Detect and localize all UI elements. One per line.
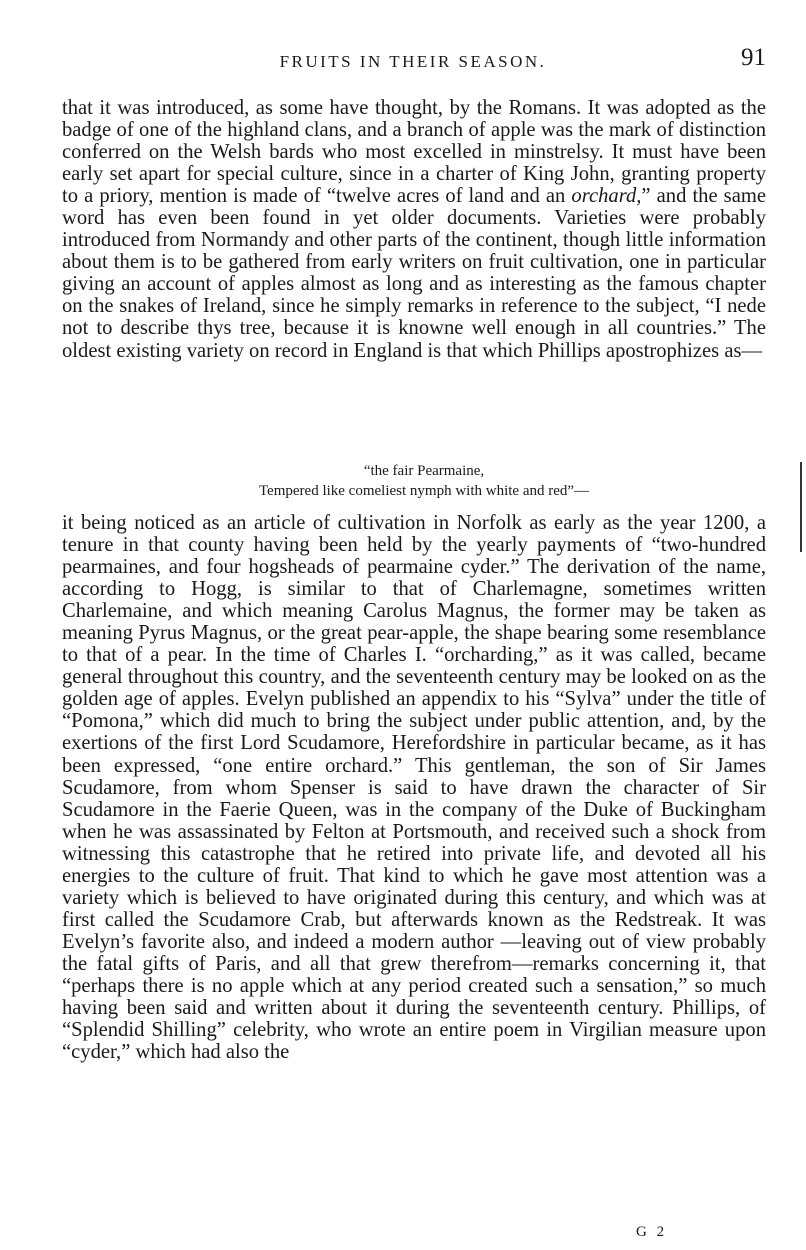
verse-quotation [62,461,766,501]
paragraph-1-text [62,97,766,362]
paragraph-1 [62,97,766,362]
signature-mark: G 2 [636,1224,668,1240]
page-number: 91 [741,44,766,71]
running-title: FRUITS IN THEIR SEASON. [279,52,547,71]
paragraph-1-before-italic: that it was introduced, as some have thought, by the Romans. It was adopted as the badge of one of the highland clans, and a branch of apple was the mark of distinction conferred on the Welsh bards who most excelled in minstrelsy. It must have been early set apart for special culture, since in a charter of King John, granting property to a priory, mention is made of “twelve acres of land and an [62,97,766,208]
italic-orchard: orchard, [571,185,642,208]
paragraph-2-text: it being noticed as an article of cultivation in Norfolk as early as the year 1200, a tenure in that county having been held by the yearly payments of “two-hundred pearmaines, and four hogsheads of pearmaine cyder.” The derivation of the name, according to Hogg, is similar to that of Charlemagne, sometimes written Charlemaine, and which meaning Carolus Magnus, the former may be taken as meaning Pyrus Magnus, or the great pear-apple, the shape bearing some resemblance to that of a pear. In the time of Charles I. “orcharding,” as it was called, became general throughout this country, and the seventeenth century may be looked on as the golden age of apples. Evelyn published an appendix to his “Sylva” under the title of “Pomona,” which did much to bring the subject under public attention, and, by the exertions of the first Lord Scudamore, Herefordshire in particular became, as it has been expressed, “one entire orchard.” This gentleman, the son of Sir James Scudamore, from whom Spenser is said to have drawn the character of Sir Scudamore in the Faerie Queen, was in the company of the Duke of Buckingham when he was assassinated by Felton at Portsmouth, and received such a shock from witnessing this catastrophe that he retired into private life, and devoted all his energies to the culture of fruit. That kind to which he gave most attention was a variety which is believed to have originated during this century, and which was at first called the Scudamore Crab, but afterwards known as the Redstreak. It was Evelyn’s favorite also, and indeed a modern author —leaving out of view probably the fatal gifts of Paris, and all that grew therefrom—remarks concerning it, that “perhaps there is no apple which at any period created such a sensation,” so much having been said and written about it during the seventeenth century. Phillips, of “Splendid Shilling” celebrity, who wrote an entire poem in Virgilian measure upon “cyder,” which had also the [62,512,766,1064]
running-head [60,42,766,82]
paragraph-2 [62,512,766,1063]
verse-line-1: “the fair Pearmaine, [363,463,485,479]
paragraph-1-after-italic: ” and the same word has even been found in yet older documents. Varieties were probably introduced from Normandy and other parts of the continent, though little information about them is to be gathered from early writers on fruit cultivation, one in particular giving an account of apples almost as long and as interesting as the famous chapter on the snakes of Ireland, since he simply remarks in reference to the subject, “I nede not to describe thys tree, because it is knowne well enough in all countries.” The oldest existing variety on record in England is that which Phillips apostrophizes as— [62,185,766,362]
margin-rule [800,462,802,552]
verse-line-2: Tempered like comeliest nymph with white and red”— [258,483,590,499]
